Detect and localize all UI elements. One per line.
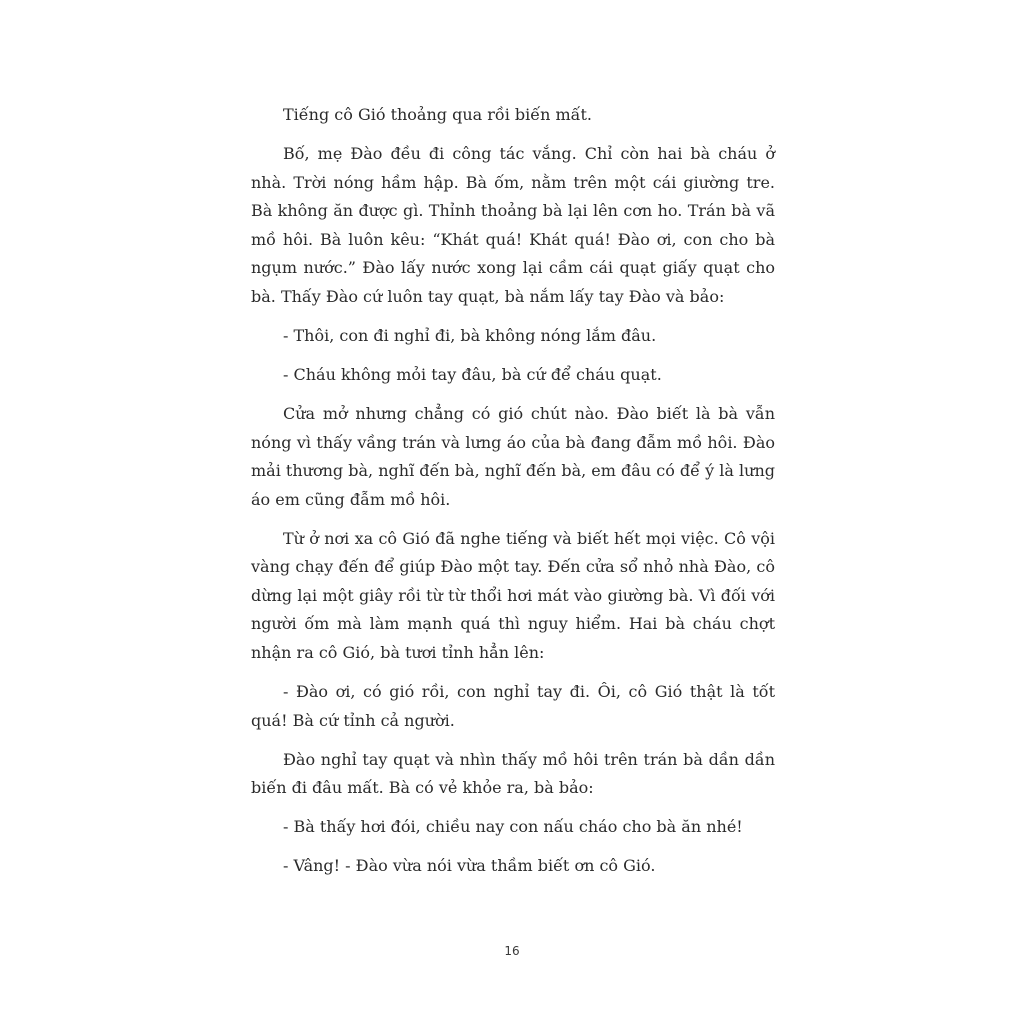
- paragraph-8: Đào nghỉ tay quạt và nhìn thấy mồ hôi trên trán bà dần dần biến đi đâu mất. Bà có vẻ khỏe ra, bà bảo:: [251, 749, 775, 798]
- paragraph-5: Cửa mở nhưng chẳng có gió chút nào. Đào biết là bà vẫn nóng vì thấy vầng trán và lưng áo của bà đang đẫm mồ hôi. Đào mải thương bà, nghĩ đến bà, nghĩ đến bà, em đâu có để ý là lưng áo em cũng đẫm mồ hôi.: [251, 403, 775, 509]
- page-body-text: [251, 101, 775, 891]
- paragraph-4: - Cháu không mỏi tay đâu, bà cứ để cháu quạt.: [283, 364, 662, 384]
- paragraph-2: Bố, mẹ Đào đều đi công tác vắng. Chỉ còn hai bà cháu ở nhà. Trời nóng hầm hập. Bà ốm, nằm trên một cái giường tre. Bà không ăn được gì. Thỉnh thoảng bà lại lên cơn ho. Trán bà vã mồ hôi. Bà luôn kêu: “Khát quá! Khát quá! Đào ơi, con cho bà ngụm nước.” Đào lấy nước xong lại cầm cái quạt giấy quạt cho bà. Thấy Đào cứ luôn tay quạt, bà nắm lấy tay Đào và bảo:: [251, 143, 775, 306]
- paragraph-3: - Thôi, con đi nghỉ đi, bà không nóng lắm đâu.: [283, 325, 657, 345]
- paragraph-1: Tiếng cô Gió thoảng qua rồi biến mất.: [283, 105, 592, 124]
- paragraph-7: - Đào ơi, có gió rồi, con nghỉ tay đi. Ôi, cô Gió thật là tốt quá! Bà cứ tỉnh cả người.: [251, 682, 775, 730]
- paragraph-10: - Vâng! - Đào vừa nói vừa thầm biết ơn cô Gió.: [283, 856, 656, 876]
- paragraph-6: Từ ở nơi xa cô Gió đã nghe tiếng và biết hết mọi việc. Cô vội vàng chạy đến để giúp Đào một tay. Đến cửa sổ nhỏ nhà Đào, cô dừng lại một giây rồi từ từ thổi hơi mát vào giường bà. Vì đối với người ốm mà làm mạnh quá thì nguy hiểm. Hai bà cháu chợt nhận ra cô Gió, bà tươi tỉnh hẳn lên:: [251, 528, 775, 663]
- page-number: 16: [504, 944, 520, 958]
- paragraph-9: - Bà thấy hơi đói, chiều nay con nấu cháo cho bà ăn nhé!: [283, 817, 743, 837]
